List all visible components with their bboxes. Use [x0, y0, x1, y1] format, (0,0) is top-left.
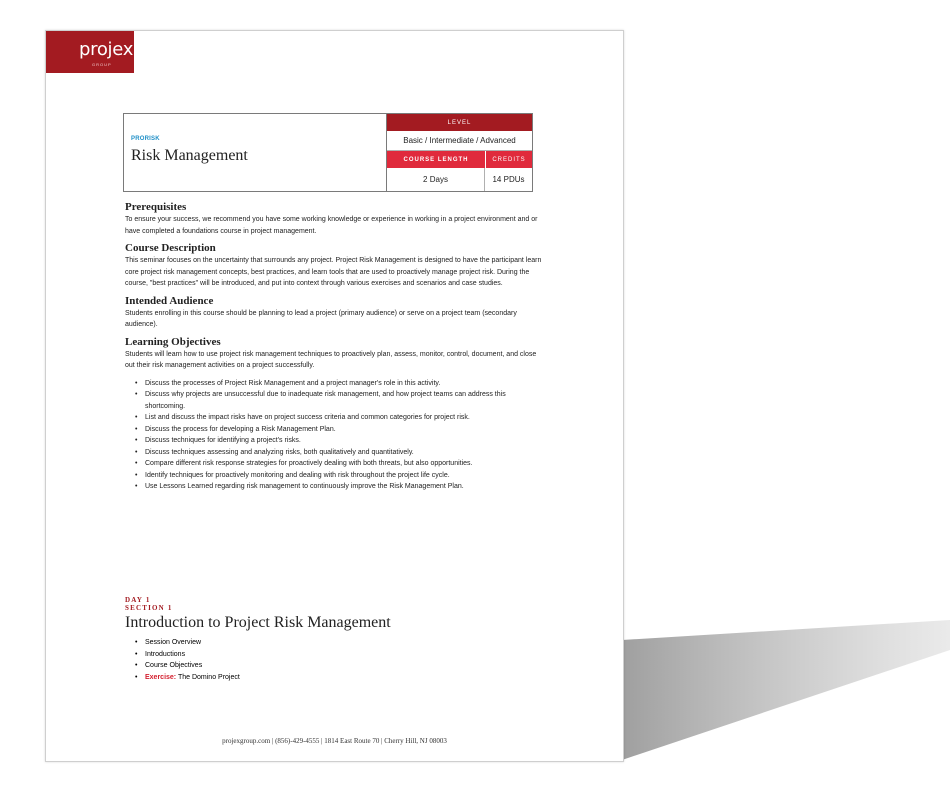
exercise-label: Exercise: [145, 673, 177, 681]
objectives-text: Students will learn how to use project risk management techniques to proactively plan, assess, monitor, control, document, and close out their risk management activities on a project successfully. [125, 350, 537, 369]
document-page [45, 30, 624, 762]
level-value: Basic / Intermediate / Advanced [387, 131, 532, 151]
objectives-list [125, 378, 545, 493]
description-heading: Course Description [125, 242, 216, 254]
list-item: • Discuss the processes of Project Risk Management and a project manager's role in this activity. [145, 378, 545, 390]
list-item: • Discuss techniques for identifying a project's risks. [145, 435, 545, 447]
list-item [145, 672, 525, 684]
list-item: • List and discuss the impact risks have on project success criteria and common categories for project risk. [145, 412, 545, 424]
objectives-heading: Learning Objectives [125, 335, 221, 348]
audience-text: Students enrolling in this course should be planning to lead a project (primary audience) or serve on a project team (secondary audience). [125, 309, 517, 328]
exercise-text: The Domino Project [176, 673, 240, 681]
list-item: • Session Overview [145, 637, 525, 649]
logo-subtext: GROUP [92, 62, 112, 67]
objectives-section [125, 336, 545, 493]
audience-section [125, 295, 545, 331]
description-text: This seminar focuses on the uncertainty that surrounds any project. Project Risk Management is designed to have the participant learn core project risk management concepts, best practices, and learn tools that are used to proactively manage project risk. During the course, "best practices" will be introduced, and put into context through various exercises and scenarios and case studies. [125, 257, 542, 287]
list-item: • Discuss the process for developing a Risk Management Plan. [145, 424, 545, 436]
day-section-label [125, 596, 173, 612]
day-label: DAY 1 [125, 596, 151, 604]
list-item: • Compare different risk response strategies for proactively dealing with both threats, but also opportunities. [145, 458, 545, 470]
course-header-box [123, 113, 533, 192]
projex-logo [46, 31, 134, 73]
level-label: LEVEL [387, 114, 532, 131]
section-title: Introduction to Project Risk Management [125, 614, 391, 631]
credits-value: 14 PDUs [492, 175, 525, 184]
audience-heading: Intended Audience [125, 294, 214, 307]
list-item: • Introductions [145, 649, 525, 661]
course-length-label: COURSE LENGTH [387, 151, 485, 168]
course-code: PRORISK [131, 136, 160, 142]
list-item: • Discuss why projects are unsuccessful due to inadequate risk management, and how project teams can address this shortcoming. [145, 389, 545, 412]
session-list [125, 637, 525, 683]
prerequisites-heading: Prerequisites [125, 201, 187, 213]
list-item: • Course Objectives [145, 660, 525, 672]
footer-contact: projexgroup.com | (856)-429-4555 | 1814 East Route 70 | Cherry Hill, NJ 08003 [222, 737, 447, 745]
course-title: Risk Management [131, 147, 248, 164]
prerequisites-section [125, 201, 545, 237]
course-length-value: 2 Days [387, 168, 485, 191]
course-info-table [387, 114, 532, 191]
list-item: • Use Lessons Learned regarding risk management to continuously improve the Risk Management Plan. [145, 481, 545, 493]
course-title-area [124, 114, 387, 191]
list-item: • Discuss techniques assessing and analyzing risks, both qualitatively and quantitatively. [145, 447, 545, 459]
session-list-area [125, 637, 525, 683]
logo-wordmark: projex [79, 39, 134, 60]
prerequisites-text: To ensure your success, we recommend you have some working knowledge or experience in working in a project environment and or have completed a foundations course in project management. [125, 216, 538, 235]
course-content [125, 201, 545, 498]
section-label: SECTION 1 [125, 604, 173, 612]
credits-label: CREDITS [485, 151, 532, 168]
description-section [125, 242, 545, 290]
list-item: • Identify techniques for proactively monitoring and dealing with risk throughout the project life cycle. [145, 470, 545, 482]
